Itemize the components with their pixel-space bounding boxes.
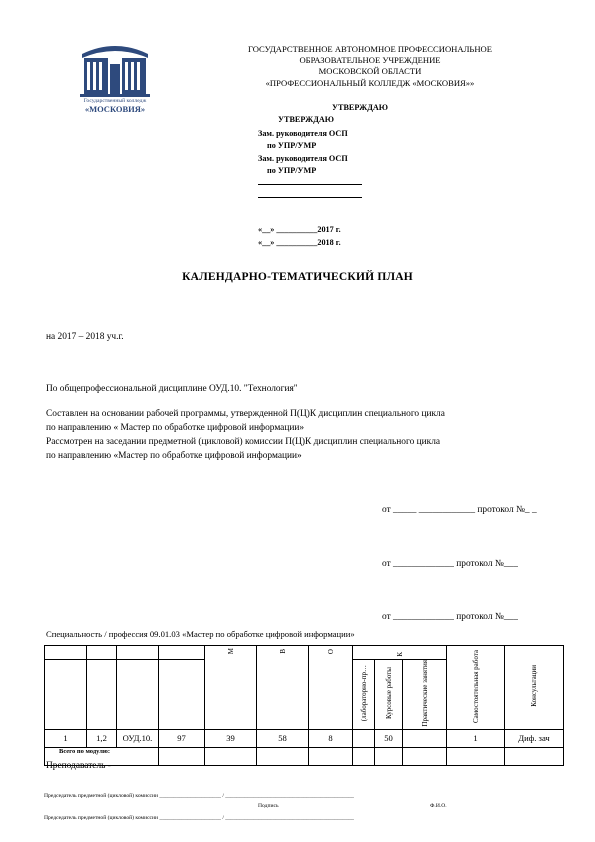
org-line-3: МОСКОВСКОЙ ОБЛАСТИ bbox=[318, 66, 422, 76]
table-head-cell bbox=[257, 646, 309, 730]
academic-year: на 2017 – 2018 уч.г. bbox=[46, 332, 124, 342]
protocol-line-2: от _____________ протокол №___ bbox=[382, 559, 518, 569]
table-head-cell bbox=[375, 660, 403, 730]
table-head-cell bbox=[505, 646, 564, 730]
signature-line bbox=[258, 197, 362, 198]
head-label: К bbox=[395, 652, 404, 657]
org-line-2: ОБРАЗОВАТЕЛЬНОЕ УЧРЕЖДЕНИЕ bbox=[299, 55, 441, 65]
table-cell bbox=[205, 747, 257, 765]
table-cell bbox=[257, 747, 309, 765]
signature-caption: Подпись bbox=[258, 803, 279, 809]
basis-line-1: Составлен на основании рабочей программы, утвержденной П(Ц)К дисциплин специального цикла bbox=[46, 409, 445, 419]
table-cell: 8 bbox=[309, 729, 353, 747]
total-label: Всего по модулю: bbox=[45, 747, 159, 765]
table-cell: 97 bbox=[159, 729, 205, 747]
table-cell: 58 bbox=[257, 729, 309, 747]
table-head-cell bbox=[205, 646, 257, 730]
table-cell bbox=[403, 747, 447, 765]
table-cell bbox=[447, 747, 505, 765]
approval-role-b: по УПР/УМР bbox=[267, 141, 317, 150]
table-cell: 50 bbox=[375, 729, 403, 747]
table-cell bbox=[159, 747, 205, 765]
table-total-row bbox=[45, 747, 564, 765]
table-head-cell bbox=[45, 660, 87, 730]
table-head-cell bbox=[309, 646, 353, 730]
table-head-cell bbox=[117, 646, 159, 660]
head-label: Консультации bbox=[530, 665, 538, 708]
table-head-cell bbox=[353, 660, 375, 730]
table-cell: 39 bbox=[205, 729, 257, 747]
head-label: В bbox=[278, 649, 287, 654]
head-label: Самостоятельная работа bbox=[471, 649, 480, 723]
table-cell: 1 bbox=[45, 729, 87, 747]
document-title: КАЛЕНДАРНО-ТЕМАТИЧЕСКИЙ ПЛАН bbox=[182, 271, 413, 283]
table-head-cell bbox=[353, 646, 447, 660]
org-line-4: «ПРОФЕССИОНАЛЬНЫЙ КОЛЛЕДЖ «МОСКОВИЯ»» bbox=[265, 78, 475, 88]
table-cell bbox=[353, 729, 375, 747]
logo-name: «МОСКОВИЯ» bbox=[84, 104, 146, 114]
table-head-cell bbox=[45, 646, 87, 660]
table-head-cell bbox=[87, 660, 117, 730]
head-label: О bbox=[326, 648, 335, 654]
head-label: Практические занятия bbox=[420, 660, 429, 727]
table-cell: Диф. зач bbox=[505, 729, 564, 747]
basis-line-2: по направлению « Мастер по обработке цифровой информации» bbox=[46, 423, 305, 433]
table-head-cell bbox=[117, 660, 159, 730]
table-head-cell bbox=[447, 646, 505, 730]
org-line-1: ГОСУДАРСТВЕННОЕ АВТОНОМНОЕ ПРОФЕССИОНАЛЬНОЕ bbox=[247, 44, 492, 54]
approval-role-d: по УПР/УМР bbox=[267, 166, 317, 175]
table-head-cell bbox=[87, 646, 117, 660]
chair-signature-line-1: Председатель предметной (цикловой) комиссии ______________________ / ______________________________________________ bbox=[44, 793, 354, 799]
protocol-line-3: от _____________ протокол №___ bbox=[382, 612, 518, 622]
college-logo bbox=[72, 40, 158, 116]
chair-signature-line-2: Председатель предметной (цикловой) комиссии ______________________ / ______________________________________________ bbox=[44, 815, 354, 821]
basis-line-3: Рассмотрен на заседании предметной (цикловой) комиссии П(Ц)К дисциплин специального цикла bbox=[46, 437, 441, 447]
head-label: Курсовые работы bbox=[384, 667, 393, 720]
table-cell bbox=[353, 747, 375, 765]
head-label: М bbox=[226, 647, 235, 654]
discipline-line: По общепрофессиональной дисциплине ОУД.10. "Технология" bbox=[46, 384, 298, 394]
logo-caption: Государственный колледж bbox=[83, 98, 147, 104]
table-head-cell bbox=[159, 646, 205, 660]
approval-role-c: Зам. руководителя ОСП bbox=[258, 154, 348, 163]
basis-line-4: по направлению «Мастер по обработке цифровой информации» bbox=[46, 451, 302, 461]
table-cell: ОУД.10. bbox=[117, 729, 159, 747]
fio-caption: Ф.И.О. bbox=[430, 803, 447, 809]
specialty-line: Специальность / профессия 09.01.03 «Мастер по обработке цифровой информации» bbox=[46, 629, 355, 639]
table-head-cell bbox=[159, 660, 205, 730]
table-cell: 1 bbox=[447, 729, 505, 747]
protocol-line-1: от _____ ____________ протокол №_ _ bbox=[382, 505, 537, 515]
table-cell bbox=[309, 747, 353, 765]
table-cell bbox=[403, 729, 447, 747]
approval-date-1: «__» __________2017 г. bbox=[258, 225, 341, 234]
teacher-label: Преподаватель - bbox=[46, 761, 111, 771]
table-row bbox=[45, 729, 564, 747]
approval-role-a: Зам. руководителя ОСП bbox=[258, 129, 348, 138]
table-cell bbox=[505, 747, 564, 765]
table-cell: 1,2 bbox=[87, 729, 117, 747]
head-label: (лабораторно-пр… bbox=[359, 665, 368, 722]
approval-date-2: «__» __________2018 г. bbox=[258, 238, 341, 247]
signature-line bbox=[258, 184, 362, 185]
approval-heading-2: УТВЕРЖДАЮ bbox=[278, 115, 334, 124]
table-head-cell bbox=[403, 660, 447, 730]
plan-table bbox=[44, 645, 564, 766]
approval-heading: УТВЕРЖДАЮ bbox=[332, 103, 388, 112]
table-cell bbox=[375, 747, 403, 765]
